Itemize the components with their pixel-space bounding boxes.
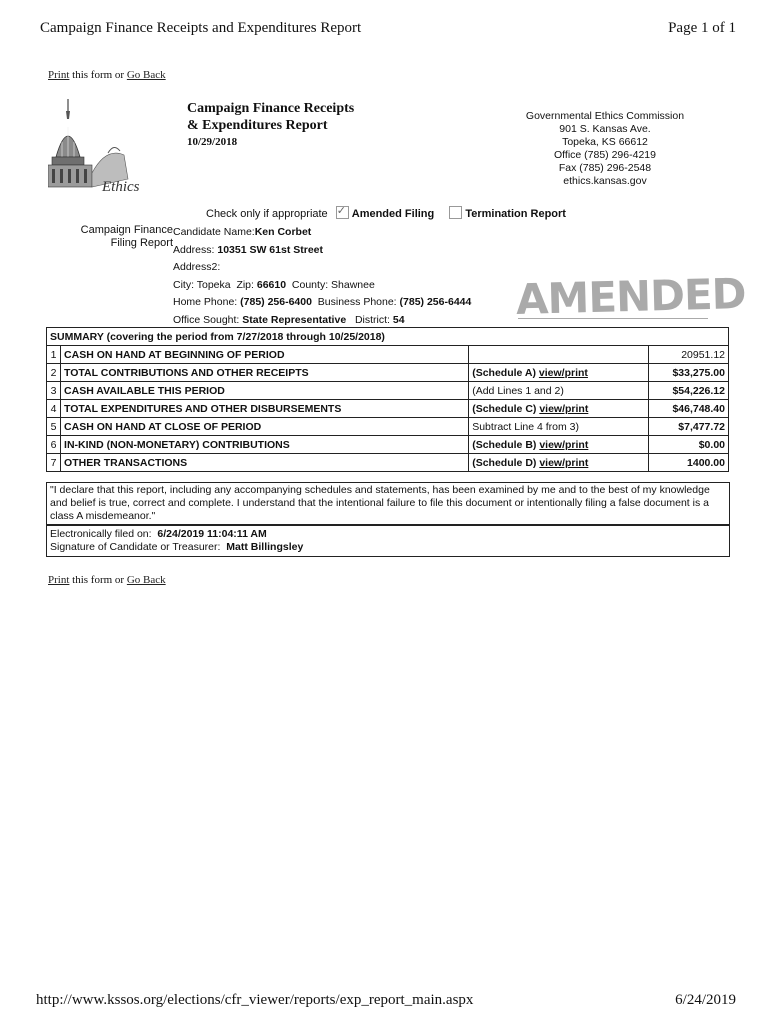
go-back-link[interactable]: Go Back [126, 69, 166, 81]
summary-row-number: 4 [47, 400, 61, 418]
summary-row-number: 2 [47, 364, 61, 382]
footer-url: http://www.kssos.org/elections/cfr_viewer/reports/exp_report_main.aspx [36, 992, 474, 1008]
candidate-business-phone: (785) 256-6444 [399, 296, 472, 308]
print-link[interactable]: Print [48, 69, 70, 81]
summary-row-schedule [469, 454, 649, 472]
candidate-city-row [173, 277, 471, 295]
summary-row [47, 400, 729, 418]
summary-row-label: TOTAL CONTRIBUTIONS AND OTHER RECEIPTS [61, 364, 469, 382]
ethics-capitol-logo [48, 97, 174, 195]
zip-label: Zip: [236, 278, 254, 291]
summary-row-label: TOTAL EXPENDITURES AND OTHER DISBURSEMENTS [61, 400, 469, 418]
amended-filing-checkbox[interactable] [336, 206, 349, 219]
summary-row-schedule [469, 436, 649, 454]
summary-row-label: IN-KIND (NON-MONETARY) CONTRIBUTIONS [61, 436, 469, 454]
summary-row [47, 436, 729, 454]
candidate-home-phone: (785) 256-6400 [240, 296, 312, 308]
signature-label: Signature of Candidate or Treasurer: [50, 541, 221, 553]
check-prompt: Check only if appropriate [206, 208, 328, 220]
print-header-page-number: Page 1 of 1 [668, 20, 736, 36]
summary-header: SUMMARY (covering the period from 7/27/2018 through 10/25/2018) [47, 328, 469, 346]
side-label-line1: Campaign Finance [80, 224, 173, 236]
address2-label: Address2: [173, 261, 221, 273]
print-link-bottom[interactable]: Print [48, 574, 70, 586]
signature-name: Matt Billingsley [226, 541, 304, 553]
report-title-line1: Campaign Finance Receipts [187, 101, 355, 116]
top-nav-links [48, 69, 166, 81]
summary-header-row [47, 328, 729, 346]
termination-report-checkbox[interactable] [449, 206, 462, 219]
commission-city: Topeka, KS 66612 [562, 136, 648, 148]
report-date: 10/29/2018 [187, 136, 238, 148]
commission-office-phone: Office (785) 296-4219 [554, 149, 656, 161]
schedule-text: (Add Lines 1 and 2) [472, 384, 564, 397]
report-title-line2: & Expenditures Report [187, 118, 328, 133]
city-label: City: [173, 278, 194, 291]
summary-row-schedule [469, 418, 649, 436]
county-label: County: [291, 278, 329, 291]
summary-row [47, 346, 729, 364]
schedule-text: (Schedule D) [472, 456, 540, 469]
summary-row-number: 7 [47, 454, 61, 472]
signature-row [50, 541, 726, 554]
candidate-name-label: Candidate Name: [173, 226, 255, 238]
summary-row [47, 382, 729, 400]
summary-row-value: 20951.12 [648, 346, 728, 364]
summary-row-value: $0.00 [648, 436, 728, 454]
summary-row-number: 6 [47, 436, 61, 454]
summary-row-value: $54,226.12 [648, 382, 728, 400]
candidate-name: Ken Corbet [254, 226, 312, 238]
filed-on-label: Electronically filed on: [50, 528, 152, 540]
summary-row-schedule [469, 346, 649, 364]
report-title [187, 100, 354, 134]
schedule-view-print-link[interactable]: view/print [538, 366, 588, 379]
candidate-address2-row [173, 259, 471, 277]
summary-row-label: CASH ON HAND AT BEGINNING OF PERIOD [61, 346, 469, 364]
go-back-link-bottom[interactable]: Go Back [126, 574, 166, 586]
candidate-name-row [173, 224, 471, 242]
candidate-zip: 66610 [256, 278, 287, 291]
candidate-district: 54 [392, 313, 405, 326]
home-phone-label: Home Phone: [173, 296, 238, 308]
summary-row-label: CASH ON HAND AT CLOSE OF PERIOD [61, 418, 469, 436]
commission-name: Governmental Ethics Commission [525, 110, 685, 122]
summary-table [46, 327, 729, 472]
candidate-info [173, 224, 471, 329]
summary-row-value: $33,275.00 [648, 364, 728, 382]
summary-row-number: 1 [47, 346, 61, 364]
filing-signature-block [46, 525, 730, 557]
side-label-line2: Filing Report [110, 237, 173, 249]
summary-row-value: $7,477.72 [648, 418, 728, 436]
commission-address-block [510, 110, 700, 188]
candidate-address: 10351 SW 61st Street [217, 243, 324, 256]
amended-stamp: AMENDED [515, 269, 747, 324]
filed-on-row [50, 528, 726, 541]
nav-separator-text-bottom: this form or [69, 574, 127, 586]
commission-fax: Fax (785) 296-2548 [558, 162, 652, 174]
address-label: Address: [173, 243, 215, 256]
summary-row-number: 5 [47, 418, 61, 436]
candidate-address-row [173, 242, 471, 260]
schedule-view-print-link[interactable]: view/print [539, 402, 589, 415]
capitol-dome-logo-icon [48, 97, 174, 195]
amended-filing-label: Amended Filing [351, 208, 435, 220]
district-label: District: [354, 313, 390, 326]
filing-type-checks [206, 206, 566, 220]
schedule-text: (Schedule A) [472, 366, 539, 379]
print-header-title: Campaign Finance Receipts and Expenditures Report [40, 20, 362, 36]
footer-date: 6/24/2019 [675, 992, 736, 1008]
summary-row-label: CASH AVAILABLE THIS PERIOD [61, 382, 469, 400]
summary-row [47, 454, 729, 472]
schedule-text: Subtract Line 4 from 3) [472, 420, 580, 433]
summary-row-value: $46,748.40 [648, 400, 728, 418]
summary-row-schedule [469, 382, 649, 400]
schedule-view-print-link[interactable]: view/print [539, 438, 589, 451]
office-sought-label: Office Sought: [173, 313, 240, 326]
commission-website: ethics.kansas.gov [563, 175, 647, 187]
summary-row [47, 418, 729, 436]
summary-row-schedule [469, 400, 649, 418]
commission-street: 901 S. Kansas Ave. [559, 123, 651, 135]
candidate-phone-row [173, 294, 471, 312]
schedule-text: (Schedule C) [472, 402, 540, 415]
candidate-county: Shawnee [331, 278, 375, 291]
logo-text: Ethics [102, 179, 140, 195]
filed-on-value: 6/24/2019 11:04:11 AM [157, 528, 267, 540]
candidate-city: Topeka [196, 278, 231, 291]
termination-report-label: Termination Report [465, 208, 566, 220]
summary-row-schedule [469, 364, 649, 382]
bottom-nav-links [48, 574, 166, 586]
filing-report-side-label [75, 224, 173, 250]
summary-header-blank [469, 328, 729, 346]
schedule-view-print-link[interactable]: view/print [539, 456, 589, 469]
schedule-text: (Schedule B) [472, 438, 540, 451]
business-phone-label: Business Phone: [317, 296, 397, 308]
summary-row-value: 1400.00 [648, 454, 728, 472]
amended-stamp-underline [518, 318, 708, 319]
summary-row-label: OTHER TRANSACTIONS [61, 454, 469, 472]
summary-row [47, 364, 729, 382]
summary-row-number: 3 [47, 382, 61, 400]
declaration-statement: "I declare that this report, including any accompanying schedules and statements, has been examined by me and to the best of my knowledge and belief is true, correct and complete. I understand that the intentional failure to file this document or intentionally filing a false document is a class A misdemeanor." [46, 482, 730, 525]
nav-separator-text: this form or [69, 69, 127, 81]
candidate-office-sought: State Representative [242, 313, 347, 326]
